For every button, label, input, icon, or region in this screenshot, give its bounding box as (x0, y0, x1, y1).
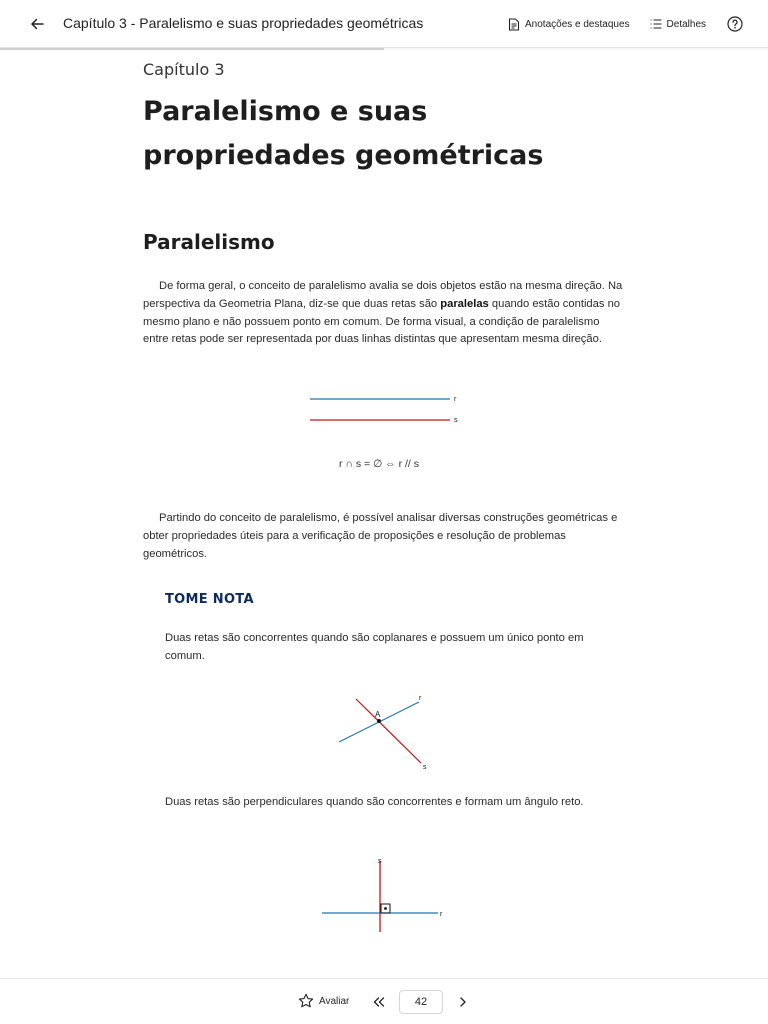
para1-text-end: quando estão contidas no mesmo plano e não possuem ponto em comum. De forma visual, a condição de paralelismo entre retas pode ser representada por duas linhas distintas que apresentam mesma direção. (143, 297, 621, 346)
label-s: s (378, 858, 382, 865)
rate-label: Avaliar (319, 995, 350, 1007)
perpendicular-lines-figure (318, 855, 448, 935)
label-r: r (419, 695, 422, 702)
paragraph-paralelismo (143, 278, 623, 349)
note-title: TOME NOTA (165, 592, 254, 607)
reading-progress-bar (0, 48, 384, 50)
back-button[interactable] (26, 13, 48, 35)
section-title: Paralelismo (143, 230, 275, 254)
question-circle-icon (727, 16, 743, 32)
chapter-title: Paralelismo e suas propriedades geométricas (143, 96, 544, 171)
previous-page-button[interactable] (370, 993, 388, 1011)
page-number-input[interactable]: 42 (399, 990, 443, 1014)
page-title: Capítulo 3 - Paralelismo e suas propriedades geométricas (63, 15, 424, 31)
star-outline-icon (298, 993, 314, 1009)
label-r: r (440, 911, 443, 918)
rate-button[interactable] (298, 993, 349, 1009)
paragraph-construcoes: Partindo do conceito de paralelismo, é possível analisar diversas construções geométricas e obter propriedades úteis para a verificação de proposições e resolução de problemas geométricos. (143, 512, 618, 560)
note-paragraph-concorrentes: Duas retas são concorrentes quando são coplanares e possuem um único ponto em comum. (165, 632, 584, 662)
parallel-formula: r ∩ s = ∅ ⇔ r // s (339, 458, 419, 470)
concurrent-lines-figure (333, 690, 433, 775)
help-button[interactable] (726, 15, 744, 33)
para1-text-start: De forma geral, o conceito de paralelismo avalia se dois objetos estão na mesma direção. Na perspectiva da Geometria Plana, diz-se que duas retas são (143, 280, 623, 310)
parallel-lines-figure (308, 390, 468, 422)
annotations-label: Anotações e destaques (525, 18, 630, 30)
annotations-button[interactable] (508, 18, 630, 31)
arrow-left-icon (30, 17, 44, 31)
list-icon (650, 19, 662, 29)
reader-footer (0, 978, 768, 1024)
chevron-right-icon (459, 997, 467, 1007)
details-label: Detalhes (666, 18, 706, 30)
label-s: s (423, 764, 427, 771)
double-chevron-left-icon (373, 997, 385, 1007)
point-a (377, 719, 381, 723)
note-icon (508, 18, 520, 31)
note-paragraph-perpendiculares: Duas retas são perpendiculares quando são concorrentes e formam um ângulo reto. (165, 796, 584, 808)
label-s: s (454, 417, 458, 422)
line-s (356, 699, 421, 763)
label-a: A (375, 710, 381, 719)
next-page-button[interactable] (454, 993, 472, 1011)
para1-bold-term: paralelas (440, 297, 489, 310)
right-angle-dot (384, 907, 387, 910)
top-bar (0, 0, 768, 48)
chapter-label: Capítulo 3 (143, 60, 225, 79)
details-button[interactable] (650, 19, 706, 30)
label-r: r (454, 396, 457, 403)
